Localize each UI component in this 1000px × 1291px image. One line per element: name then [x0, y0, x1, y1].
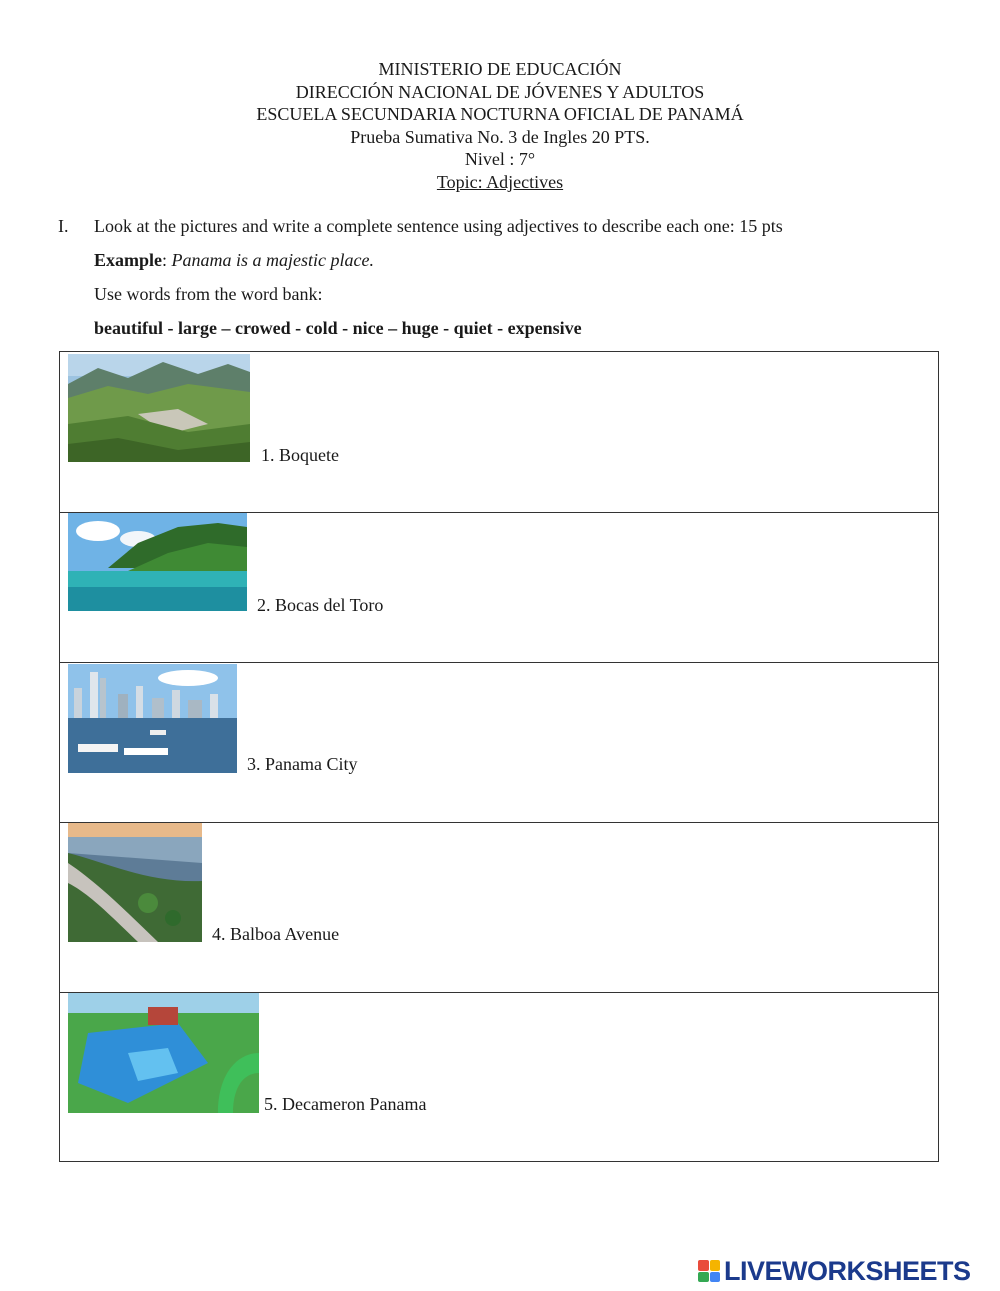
item-caption: 4. Balboa Avenue: [212, 924, 340, 944]
example-text: Panama is a majestic place.: [171, 250, 374, 270]
table-row: [60, 662, 938, 823]
table-row: [60, 352, 938, 513]
table-row: [60, 512, 938, 663]
resort-pool-photo: [68, 993, 259, 1113]
item-caption: 1. Boquete: [261, 445, 339, 465]
coastal-avenue-photo: [68, 823, 202, 942]
item-caption: 2. Bocas del Toro: [257, 595, 384, 615]
directorate-line: DIRECCIÓN NACIONAL DE JÓVENES Y ADULTOS: [295, 81, 705, 102]
item-caption: 3. Panama City: [247, 754, 358, 774]
answer-table: [59, 351, 939, 1162]
document-header: [0, 58, 1000, 194]
example-separator: :: [162, 250, 172, 270]
ministry-line: MINISTERIO DE EDUCACIÓN: [378, 59, 622, 79]
test-title-line: Prueba Sumativa No. 3 de Ingles 20 PTS.: [350, 126, 650, 147]
example-line: [94, 250, 374, 271]
topic-line: Topic: Adjectives: [436, 171, 564, 192]
mountain-valley-photo: [68, 354, 250, 462]
section-number: I.: [58, 216, 69, 236]
tropical-beach-photo: [68, 513, 247, 611]
city-skyline-photo: [68, 664, 237, 773]
liveworksheets-logo: [698, 1256, 971, 1286]
school-line: ESCUELA SECUNDARIA NOCTURNA OFICIAL DE PANAMÁ: [256, 104, 744, 125]
table-row: [60, 822, 938, 993]
logo-text: LIVEWORKSHEETS: [724, 1255, 971, 1286]
word-bank: beautiful - large – crowed - cold - nice – huge - quiet - expensive: [94, 318, 582, 338]
level-line: Nivel : 7°: [464, 149, 536, 170]
word-bank-intro: Use words from the word bank:: [94, 284, 323, 304]
instruction-text: Look at the pictures and write a complete sentence using adjectives to describe each one: 15 pts: [94, 216, 783, 236]
item-caption: 5. Decameron Panama: [264, 1094, 427, 1114]
example-label: Example: [94, 250, 163, 270]
table-row: [60, 992, 938, 1162]
logo-cube-icon: [698, 1260, 720, 1282]
